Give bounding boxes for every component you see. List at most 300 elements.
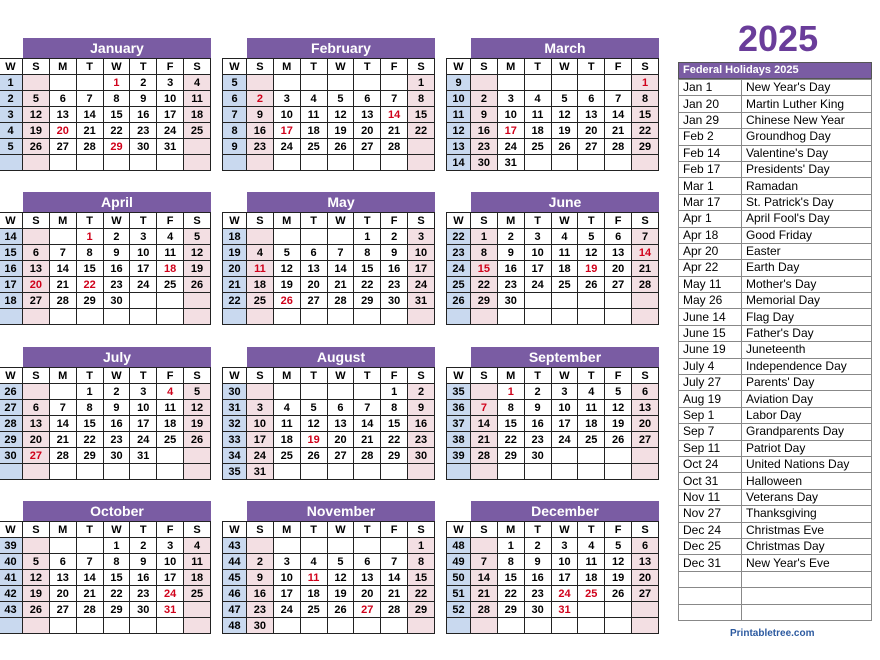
holiday-date: Dec 24 xyxy=(679,522,742,538)
day-cell: 25 xyxy=(300,602,327,618)
month-title: March xyxy=(471,38,659,58)
day-cell xyxy=(471,464,498,480)
weekday-header: W xyxy=(447,59,471,75)
week-number: 35 xyxy=(223,464,247,480)
day-cell: 8 xyxy=(408,91,435,107)
day-cell xyxy=(354,155,381,171)
day-cell xyxy=(408,139,435,155)
day-cell: 18 xyxy=(273,432,300,448)
week-number xyxy=(447,309,471,325)
day-cell: 16 xyxy=(247,123,274,139)
day-cell: 21 xyxy=(632,261,659,277)
weekday-header: T xyxy=(300,59,327,75)
day-cell: 3 xyxy=(408,229,435,245)
day-cell: 20 xyxy=(632,416,659,432)
weekday-header: T xyxy=(76,522,103,538)
day-cell: 12 xyxy=(184,400,211,416)
day-cell: 15 xyxy=(354,261,381,277)
week-number: 17 xyxy=(0,277,23,293)
holiday-name: Halloween xyxy=(742,473,872,489)
day-cell: 17 xyxy=(247,432,274,448)
weekday-header: W xyxy=(551,213,578,229)
day-cell xyxy=(130,464,157,480)
day-cell xyxy=(632,448,659,464)
day-cell: 10 xyxy=(273,107,300,123)
day-cell: 22 xyxy=(408,586,435,602)
holiday-date: Sep 1 xyxy=(679,407,742,423)
day-cell: 18 xyxy=(578,570,605,586)
week-number: 30 xyxy=(0,448,23,464)
week-number: 9 xyxy=(447,75,471,91)
week-number: 26 xyxy=(447,293,471,309)
day-cell: 13 xyxy=(632,554,659,570)
day-cell: 23 xyxy=(497,277,524,293)
day-cell: 15 xyxy=(408,570,435,586)
day-cell xyxy=(605,464,632,480)
holiday-row xyxy=(679,227,872,243)
week-number: 19 xyxy=(223,245,247,261)
month-title: October xyxy=(23,501,211,521)
weekday-header: F xyxy=(605,59,632,75)
day-cell xyxy=(605,309,632,325)
week-number xyxy=(0,155,23,171)
day-cell: 6 xyxy=(605,229,632,245)
day-cell: 22 xyxy=(103,123,130,139)
day-cell xyxy=(497,75,524,91)
day-cell: 2 xyxy=(130,75,157,91)
weekday-header: S xyxy=(23,368,50,384)
day-cell xyxy=(605,602,632,618)
holiday-row xyxy=(679,276,872,292)
week-number xyxy=(447,464,471,480)
day-cell: 30 xyxy=(130,602,157,618)
day-cell: 17 xyxy=(130,416,157,432)
day-cell: 15 xyxy=(632,107,659,123)
weekday-header: W xyxy=(327,213,354,229)
weekday-header: W xyxy=(447,368,471,384)
weekday-header: S xyxy=(184,522,211,538)
day-cell: 22 xyxy=(76,432,103,448)
weekday-header: S xyxy=(247,59,274,75)
day-cell: 7 xyxy=(632,229,659,245)
day-cell: 16 xyxy=(408,416,435,432)
day-cell: 29 xyxy=(632,139,659,155)
day-cell: 24 xyxy=(247,448,274,464)
day-cell: 23 xyxy=(103,432,130,448)
weekday-header: W xyxy=(223,59,247,75)
weekday-header: S xyxy=(471,368,498,384)
day-cell: 19 xyxy=(605,416,632,432)
day-cell: 16 xyxy=(103,261,130,277)
day-cell xyxy=(471,538,498,554)
week-number: 50 xyxy=(447,570,471,586)
day-cell xyxy=(23,464,50,480)
day-cell xyxy=(551,448,578,464)
day-cell: 17 xyxy=(157,107,184,123)
day-cell: 14 xyxy=(49,261,76,277)
day-cell: 13 xyxy=(354,107,381,123)
day-cell: 2 xyxy=(130,538,157,554)
holiday-name: New Year's Eve xyxy=(742,555,872,571)
holiday-row xyxy=(679,424,872,440)
week-number: 8 xyxy=(223,123,247,139)
week-number: 39 xyxy=(447,448,471,464)
day-cell: 18 xyxy=(524,123,551,139)
weekday-header: S xyxy=(632,213,659,229)
day-cell: 2 xyxy=(103,229,130,245)
day-cell: 26 xyxy=(23,139,50,155)
week-number: 28 xyxy=(0,416,23,432)
day-cell: 18 xyxy=(184,570,211,586)
day-cell: 7 xyxy=(49,400,76,416)
day-cell xyxy=(247,384,274,400)
day-cell xyxy=(551,155,578,171)
day-cell: 2 xyxy=(247,554,274,570)
weekday-header: F xyxy=(157,213,184,229)
day-cell: 30 xyxy=(103,448,130,464)
day-cell xyxy=(49,384,76,400)
day-cell: 22 xyxy=(408,123,435,139)
month-october xyxy=(0,501,211,634)
day-cell: 4 xyxy=(578,384,605,400)
credit-link[interactable]: Printabletree.com xyxy=(730,628,815,639)
day-cell: 17 xyxy=(408,261,435,277)
holiday-date: Apr 20 xyxy=(679,243,742,259)
day-cell: 27 xyxy=(632,432,659,448)
day-cell: 20 xyxy=(632,570,659,586)
day-cell: 14 xyxy=(605,107,632,123)
weekday-header: F xyxy=(605,522,632,538)
day-cell: 11 xyxy=(157,400,184,416)
day-cell: 26 xyxy=(300,448,327,464)
day-cell: 29 xyxy=(408,602,435,618)
day-cell xyxy=(354,75,381,91)
weekday-header: S xyxy=(23,522,50,538)
day-cell: 8 xyxy=(76,245,103,261)
holiday-row xyxy=(679,555,872,571)
holiday-row xyxy=(679,358,872,374)
day-cell xyxy=(23,155,50,171)
holiday-name: Chinese New Year xyxy=(742,112,872,128)
holiday-date: Nov 11 xyxy=(679,489,742,505)
day-cell xyxy=(408,464,435,480)
day-cell xyxy=(524,464,551,480)
week-number: 21 xyxy=(223,277,247,293)
month-title: August xyxy=(247,347,435,367)
day-cell: 6 xyxy=(327,400,354,416)
day-cell xyxy=(551,618,578,634)
day-cell: 16 xyxy=(497,261,524,277)
day-cell: 8 xyxy=(632,91,659,107)
day-cell: 12 xyxy=(327,570,354,586)
day-cell: 8 xyxy=(381,400,408,416)
day-cell: 2 xyxy=(524,538,551,554)
weekday-header: W xyxy=(0,213,23,229)
day-cell xyxy=(551,309,578,325)
week-number: 10 xyxy=(447,91,471,107)
day-cell: 11 xyxy=(551,245,578,261)
weekday-header: S xyxy=(632,59,659,75)
day-cell: 25 xyxy=(578,432,605,448)
weekday-header: W xyxy=(551,522,578,538)
day-cell: 18 xyxy=(578,416,605,432)
day-cell xyxy=(497,618,524,634)
holiday-name: Labor Day xyxy=(742,407,872,423)
day-cell: 2 xyxy=(497,229,524,245)
day-cell: 17 xyxy=(497,123,524,139)
holiday-name: Ramadan xyxy=(742,178,872,194)
day-cell: 25 xyxy=(578,586,605,602)
weekday-header: F xyxy=(381,522,408,538)
weekday-header: T xyxy=(76,59,103,75)
weekday-header: T xyxy=(130,59,157,75)
weekday-header: S xyxy=(23,213,50,229)
day-cell xyxy=(76,464,103,480)
day-cell: 1 xyxy=(76,229,103,245)
month-table xyxy=(222,58,435,171)
holiday-row xyxy=(679,243,872,259)
holiday-date xyxy=(679,571,742,587)
day-cell: 1 xyxy=(408,538,435,554)
week-number: 23 xyxy=(447,245,471,261)
weekday-header: M xyxy=(273,213,300,229)
day-cell: 27 xyxy=(300,293,327,309)
weekday-header: S xyxy=(408,213,435,229)
week-number xyxy=(223,155,247,171)
week-number: 45 xyxy=(223,570,247,586)
month-february xyxy=(222,38,435,171)
holidays-table xyxy=(678,79,872,621)
day-cell: 5 xyxy=(327,554,354,570)
day-cell xyxy=(381,464,408,480)
holiday-date: Dec 25 xyxy=(679,538,742,554)
day-cell: 2 xyxy=(381,229,408,245)
day-cell: 7 xyxy=(76,554,103,570)
day-cell: 11 xyxy=(300,107,327,123)
day-cell: 28 xyxy=(471,448,498,464)
holiday-name: April Fool's Day xyxy=(742,211,872,227)
day-cell: 16 xyxy=(247,586,274,602)
day-cell: 5 xyxy=(327,91,354,107)
day-cell: 3 xyxy=(247,400,274,416)
holiday-row xyxy=(679,80,872,96)
day-cell: 16 xyxy=(130,107,157,123)
day-cell: 3 xyxy=(273,91,300,107)
holiday-row xyxy=(679,293,872,309)
day-cell xyxy=(354,309,381,325)
day-cell xyxy=(578,75,605,91)
holiday-name: Grandparents Day xyxy=(742,424,872,440)
week-number: 2 xyxy=(0,91,23,107)
day-cell: 8 xyxy=(354,245,381,261)
day-cell: 3 xyxy=(273,554,300,570)
day-cell: 11 xyxy=(273,416,300,432)
day-cell xyxy=(327,229,354,245)
day-cell xyxy=(300,155,327,171)
holiday-name: Parents' Day xyxy=(742,375,872,391)
day-cell: 27 xyxy=(605,277,632,293)
day-cell: 11 xyxy=(247,261,274,277)
day-cell xyxy=(273,155,300,171)
weekday-header: S xyxy=(247,522,274,538)
holiday-name: Independence Day xyxy=(742,358,872,374)
holiday-row xyxy=(679,506,872,522)
day-cell: 6 xyxy=(632,538,659,554)
day-cell xyxy=(524,618,551,634)
day-cell: 5 xyxy=(551,91,578,107)
day-cell: 16 xyxy=(130,570,157,586)
day-cell: 8 xyxy=(497,554,524,570)
weekday-header: M xyxy=(49,59,76,75)
day-cell: 3 xyxy=(524,229,551,245)
day-cell xyxy=(130,309,157,325)
week-number: 49 xyxy=(447,554,471,570)
day-cell: 23 xyxy=(130,586,157,602)
day-cell: 11 xyxy=(300,570,327,586)
day-cell: 13 xyxy=(49,570,76,586)
day-cell xyxy=(605,448,632,464)
holiday-date: Nov 27 xyxy=(679,506,742,522)
day-cell: 28 xyxy=(605,139,632,155)
week-number: 14 xyxy=(447,155,471,171)
day-cell: 30 xyxy=(497,293,524,309)
day-cell: 29 xyxy=(497,448,524,464)
day-cell xyxy=(327,384,354,400)
day-cell: 10 xyxy=(524,245,551,261)
weekday-header: W xyxy=(551,368,578,384)
weekday-header: W xyxy=(103,522,130,538)
day-cell: 9 xyxy=(381,245,408,261)
day-cell: 10 xyxy=(497,107,524,123)
day-cell: 29 xyxy=(381,448,408,464)
day-cell: 5 xyxy=(605,538,632,554)
day-cell xyxy=(130,155,157,171)
day-cell: 27 xyxy=(49,602,76,618)
day-cell xyxy=(103,464,130,480)
day-cell: 12 xyxy=(578,245,605,261)
weekday-header: W xyxy=(103,213,130,229)
day-cell: 25 xyxy=(157,277,184,293)
day-cell: 9 xyxy=(471,107,498,123)
weekday-header: T xyxy=(130,368,157,384)
day-cell xyxy=(49,538,76,554)
day-cell: 21 xyxy=(605,123,632,139)
day-cell: 26 xyxy=(23,602,50,618)
day-cell xyxy=(354,464,381,480)
week-number: 5 xyxy=(223,75,247,91)
week-number: 34 xyxy=(223,448,247,464)
weekday-header: F xyxy=(605,368,632,384)
holiday-name: Thanksgiving xyxy=(742,506,872,522)
day-cell: 28 xyxy=(49,293,76,309)
day-cell xyxy=(327,538,354,554)
day-cell xyxy=(184,618,211,634)
day-cell: 30 xyxy=(381,293,408,309)
holiday-name: Patriot Day xyxy=(742,440,872,456)
day-cell: 10 xyxy=(551,554,578,570)
day-cell: 2 xyxy=(524,384,551,400)
holiday-name: Father's Day xyxy=(742,325,872,341)
day-cell: 5 xyxy=(23,91,50,107)
day-cell xyxy=(247,229,274,245)
holiday-row xyxy=(679,194,872,210)
day-cell: 12 xyxy=(23,570,50,586)
holiday-row xyxy=(679,489,872,505)
day-cell: 19 xyxy=(605,570,632,586)
day-cell: 1 xyxy=(408,75,435,91)
day-cell: 1 xyxy=(103,75,130,91)
holiday-row xyxy=(679,391,872,407)
day-cell xyxy=(184,602,211,618)
holiday-row xyxy=(679,145,872,161)
day-cell: 27 xyxy=(23,448,50,464)
day-cell: 18 xyxy=(247,277,274,293)
day-cell xyxy=(103,155,130,171)
holiday-date: Feb 17 xyxy=(679,161,742,177)
day-cell: 3 xyxy=(157,538,184,554)
holiday-row xyxy=(679,112,872,128)
day-cell: 23 xyxy=(471,139,498,155)
weekday-header: S xyxy=(632,522,659,538)
day-cell: 2 xyxy=(408,384,435,400)
day-cell: 1 xyxy=(497,538,524,554)
day-cell: 30 xyxy=(524,448,551,464)
week-number: 12 xyxy=(447,123,471,139)
weekday-header: S xyxy=(471,522,498,538)
day-cell: 3 xyxy=(130,229,157,245)
day-cell: 11 xyxy=(524,107,551,123)
week-number: 5 xyxy=(0,139,23,155)
day-cell: 1 xyxy=(381,384,408,400)
week-number: 4 xyxy=(0,123,23,139)
weekday-header: S xyxy=(184,213,211,229)
month-table xyxy=(222,212,435,325)
day-cell xyxy=(184,448,211,464)
day-cell: 25 xyxy=(184,123,211,139)
day-cell xyxy=(551,293,578,309)
holiday-name: Aviation Day xyxy=(742,391,872,407)
holiday-name: Flag Day xyxy=(742,309,872,325)
day-cell: 26 xyxy=(184,277,211,293)
day-cell: 11 xyxy=(184,554,211,570)
day-cell: 31 xyxy=(157,602,184,618)
day-cell: 8 xyxy=(76,400,103,416)
day-cell xyxy=(273,75,300,91)
holiday-name: Valentine's Day xyxy=(742,145,872,161)
week-number: 30 xyxy=(223,384,247,400)
weekday-header: M xyxy=(497,59,524,75)
day-cell xyxy=(23,75,50,91)
week-number: 42 xyxy=(0,586,23,602)
day-cell: 12 xyxy=(327,107,354,123)
day-cell: 3 xyxy=(551,384,578,400)
day-cell xyxy=(247,75,274,91)
weekday-header: W xyxy=(223,368,247,384)
day-cell xyxy=(157,309,184,325)
day-cell: 19 xyxy=(578,261,605,277)
day-cell: 15 xyxy=(381,416,408,432)
day-cell: 29 xyxy=(103,602,130,618)
day-cell xyxy=(49,229,76,245)
weekday-header: T xyxy=(578,59,605,75)
day-cell xyxy=(130,293,157,309)
day-cell: 20 xyxy=(605,261,632,277)
day-cell xyxy=(300,464,327,480)
weekday-header: S xyxy=(471,213,498,229)
week-number: 47 xyxy=(223,602,247,618)
day-cell: 21 xyxy=(49,432,76,448)
day-cell: 20 xyxy=(23,432,50,448)
